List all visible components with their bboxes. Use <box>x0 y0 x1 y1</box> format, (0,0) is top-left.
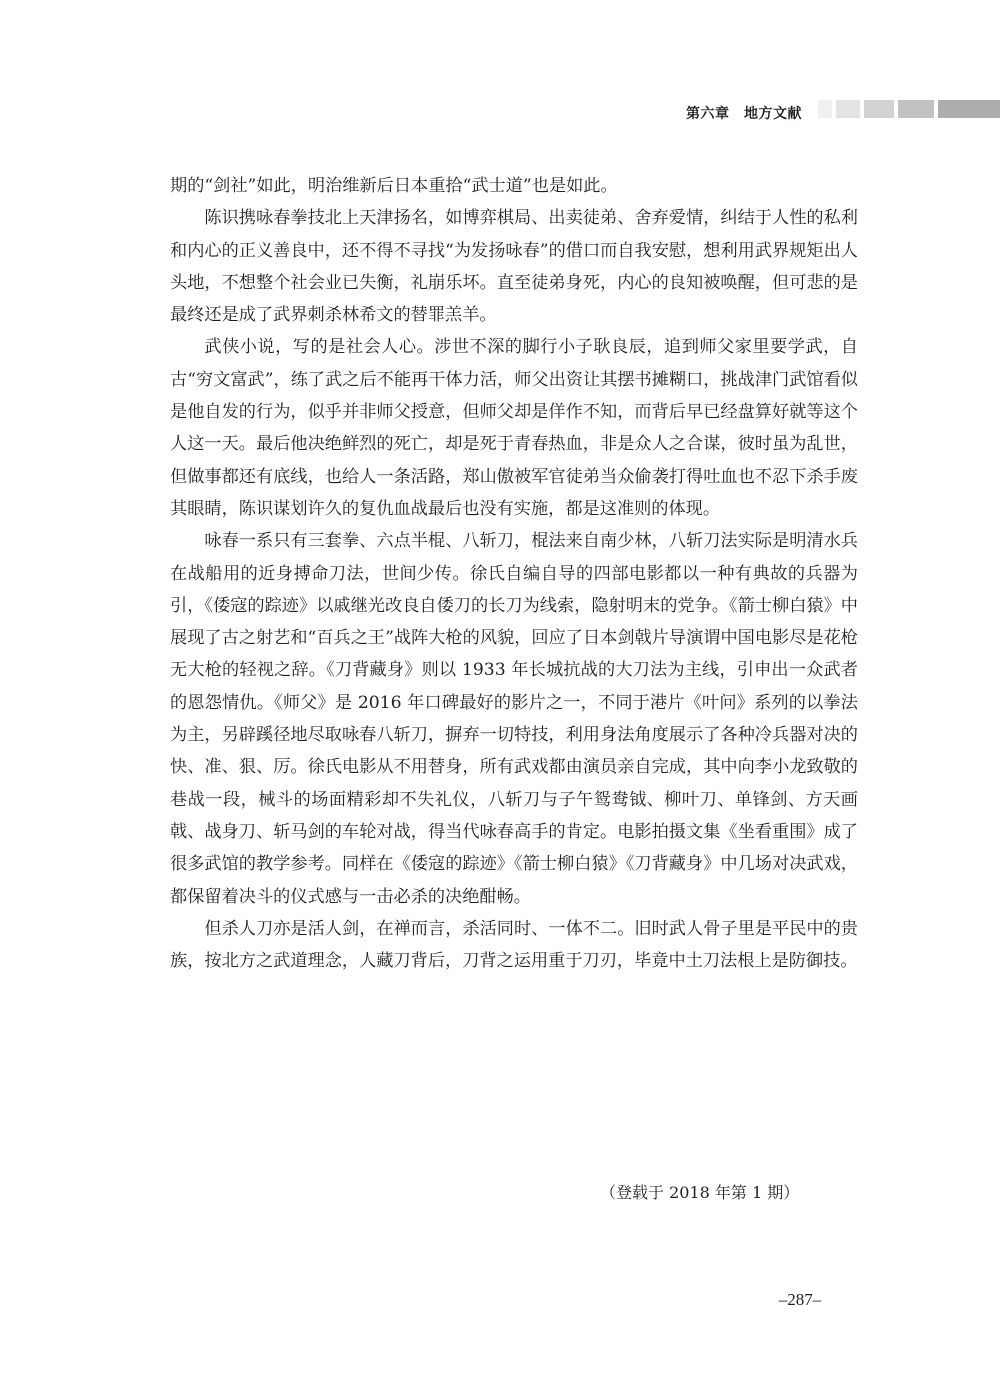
paragraph: 咏春一系只有三套拳、六点半棍、八斩刀，棍法来自南少林，八斩刀法实际是明清水兵在战船用的近身搏命刀法，世间少传。徐氏自编自导的四部电影都以一种有典故的兵器为引，《倭寇的踪迹》以戚继光改良自倭刀的长刀为线索，隐射明末的党争。《箭士柳白猿》中展现了古之射艺和“百兵之王”战阵大枪的风貌，回应了日本剑戟片导演谓中国电影尽是花枪无大枪的轻视之辞。《刀背藏身》则以 1933 年长城抗战的大刀法为主线，引申出一众武者的恩怨情仇。《师父》是 2016 年口碑最好的影片之一，不同于港片《叶问》系列的以拳法为主，另辟蹊径地尽取咏春八斩刀，摒弃一切特技，利用身法角度展示了各种冷兵器对决的快、准、狠、厉。徐氏电影从不用替身，所有武戏都由演员亲自完成，其中向李小龙致敬的巷战一段，械斗的场面精彩却不失礼仪，八斩刀与子午鸳鸯钺、柳叶刀、单锋剑、方天画戟、战身刀、斩马剑的车轮对战，得当代咏春高手的肯定。电影拍摄文集《坐看重围》成了很多武馆的教学参考。同样在《倭寇的踪迹》《箭士柳白猿》《刀背藏身》中几场对决武戏，都保留着决斗的仪式感与一击必杀的决绝酣畅。 <box>170 531 858 907</box>
header-decor-bar <box>836 100 860 118</box>
paragraph: 陈识携咏春拳技北上天津扬名，如博弈棋局、出卖徒弟、舍弃爱情，纠结于人性的私利和内心的正义善良中，还不得不寻找“为发扬咏春”的借口而自我安慰，想利用武界规矩出人头地，不想整个社会业已失衡，礼崩乐坏。直至徒弟身死，内心的良知被唤醒，但可悲的是最终还是成了武界刺杀林希文的替罪羔羊。 <box>170 208 858 326</box>
publication-note: （登载于 2018 年第 1 期） <box>600 1183 800 1202</box>
header-decor-bar <box>864 100 894 118</box>
header-decor-bar <box>818 100 832 118</box>
page-number: –287– <box>778 1290 822 1309</box>
running-header <box>0 100 1000 126</box>
header-decor-bar <box>898 100 934 118</box>
paragraph: 武侠小说，写的是社会人心。涉世不深的脚行小子耿良辰，追到师父家里要学武，自古“穷文富武”，练了武之后不能再干体力活，师父出资让其摆书摊糊口，挑战津门武馆看似是他自发的行为，似乎并非师父授意，但师父却是佯作不知，而背后早已经盘算好就等这个人这一天。最后他决绝鲜烈的死亡，却是死于青春热血，非是众人之合谋，彼时虽为乱世，但做事都还有底线，也给人一条活路，郑山傲被军官徒弟当众偷袭打得吐血也不忍下杀手废其眼睛，陈识谋划许久的复仇血战最后也没有实施，都是这准则的体现。 <box>170 337 858 519</box>
header-decor-bar <box>938 100 1000 118</box>
paragraph-continuation: 期的“剑社”如此，明治维新后日本重拾“武士道”也是如此。 <box>170 176 618 196</box>
paragraph: 但杀人刀亦是活人剑，在禅而言，杀活同时、一体不二。旧时武人骨子里是平民中的贵族，按北方之武道理念，人藏刀背后，刀背之运用重于刀刃，毕竟中土刀法根上是防御技。 <box>170 918 858 972</box>
chapter-title: 第六章 地方文献 <box>686 106 802 122</box>
body-text <box>170 170 858 977</box>
